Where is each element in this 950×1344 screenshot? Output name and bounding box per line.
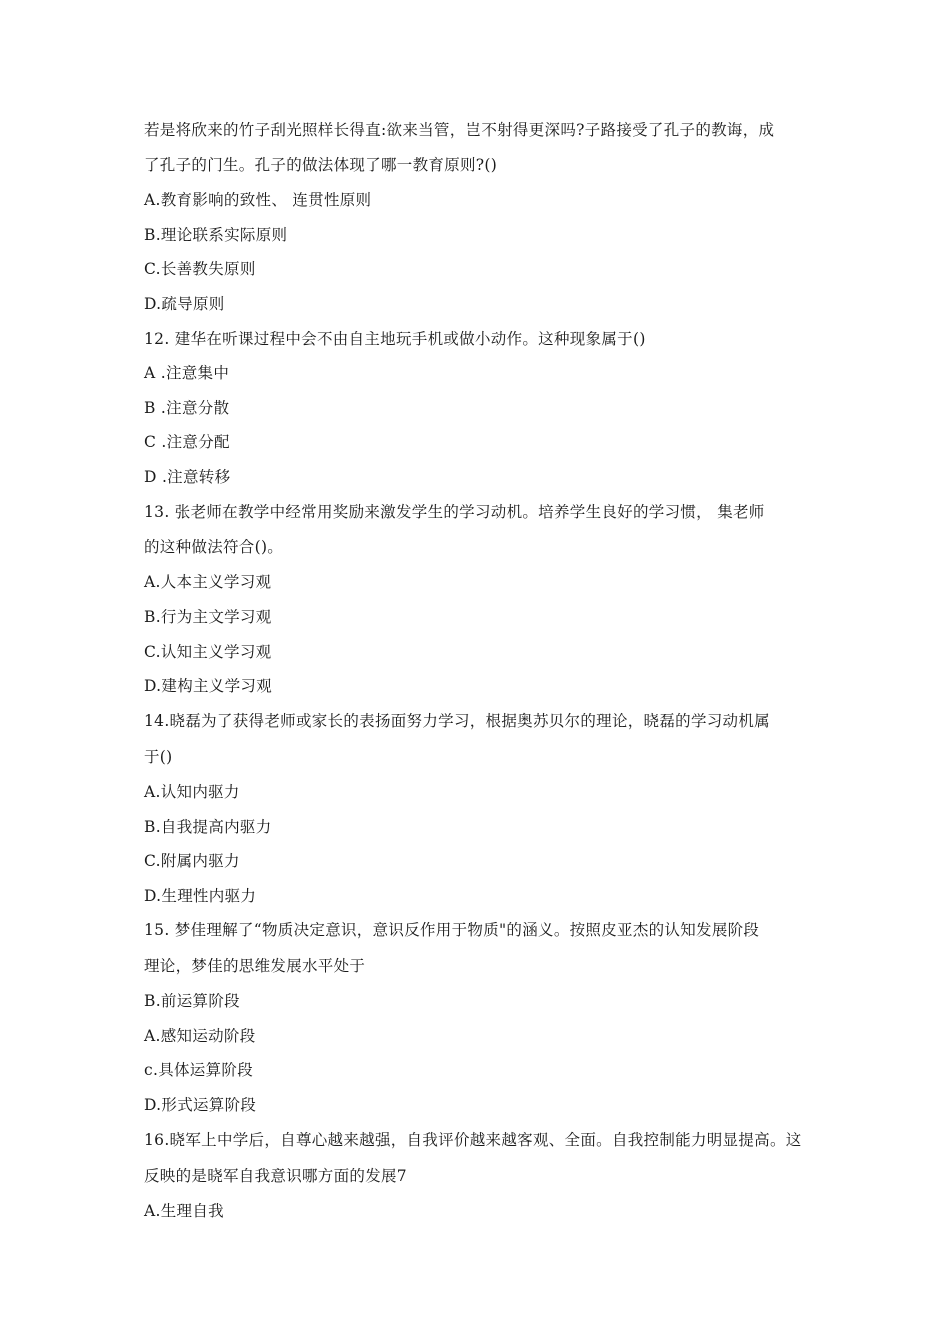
option-line: C .注意分配 (144, 433, 230, 451)
question-line: 12. 建华在听课过程中会不由自主地玩手机或做小动作。这种现象属于() (144, 330, 646, 348)
question-line: 13. 张老师在教学中经常用奖励来激发学生的学习动机。培养学生良好的学习惯， 集老师 (144, 503, 765, 521)
option-line: C.长善教失原则 (144, 260, 256, 278)
option-line: B.行为主文学习观 (144, 608, 272, 626)
option-line: A .注意集中 (144, 364, 230, 382)
option-line: A.认知内驱力 (144, 783, 240, 801)
option-line: C.附属内驱力 (144, 852, 240, 870)
option-line: B .注意分散 (144, 399, 230, 417)
option-line: B.理论联系实际原则 (144, 226, 288, 244)
question-line: 15. 梦佳理解了“物质决定意识，意识反作用于物质"的涵义。按照皮亚杰的认知发展阶段 (144, 921, 760, 939)
question-line: 14.晓磊为了获得老师或家长的表扬面努力学习，根据奥苏贝尔的理论，晓磊的学习动机属 (144, 712, 770, 730)
option-line: D.生理性内驱力 (144, 887, 257, 905)
question-line: 的这种做法符合()。 (144, 538, 284, 556)
option-line: c.具体运算阶段 (144, 1061, 254, 1079)
option-line: A.生理自我 (144, 1202, 224, 1220)
option-line: B.前运算阶段 (144, 992, 240, 1010)
option-line: A.感知运动阶段 (144, 1027, 256, 1045)
option-line: C.认知主义学习观 (144, 643, 272, 661)
option-line: D.形式运算阶段 (144, 1096, 257, 1114)
text-line: 了孔子的门生。孔子的做法体现了哪一教育原则?() (144, 156, 498, 174)
option-line: B.自我提高内驱力 (144, 818, 272, 836)
option-line: D.建构主义学习观 (144, 677, 273, 695)
text-line: 若是将欣来的竹子刮光照样长得直:欲来当管，岂不射得更深吗?子路接受了孔子的教诲，成 (144, 121, 775, 139)
question-line: 16.晓军上中学后，自尊心越来越强，自我评价越来越客观、全面。自我控制能力明显提高。这 (144, 1131, 802, 1149)
question-line: 理论，梦佳的思维发展水平处于 (144, 957, 366, 975)
question-line: 于() (144, 748, 173, 766)
option-line: A.人本主义学习观 (144, 573, 272, 591)
question-line: 反映的是晓军自我意识哪方面的发展7 (144, 1167, 407, 1185)
option-line: A.教育影响的致性、 连贯性原则 (144, 191, 372, 209)
option-line: D .注意转移 (144, 468, 231, 486)
option-line: D.疏导原则 (144, 295, 225, 313)
